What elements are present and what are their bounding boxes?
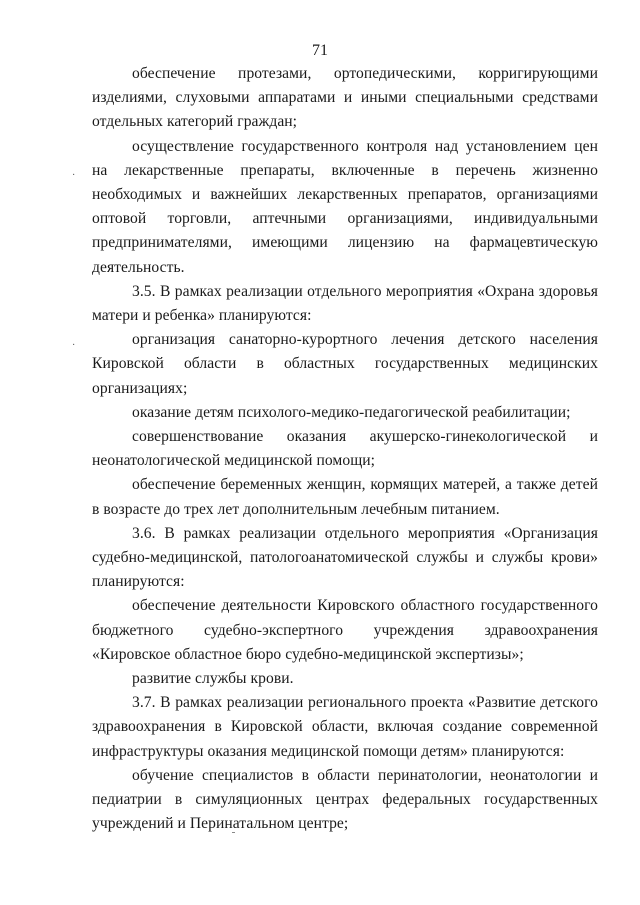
scan-mark-left-top: · — [72, 170, 76, 181]
paragraph-rehabilitation: оказание детям психолого-медико-педагогической реабилитации; — [132, 403, 571, 421]
paragraph-section-3-7: 3.7. В рамках реализации регионального проекта «Развитие детского здравоохранения в Кировской области, включая создание современной инфраструктуры оказания медицинской помощи детям» планируются: — [92, 694, 598, 760]
paragraph-blood-service: развитие службы крови. — [132, 670, 294, 688]
paragraph-prosthetics: обеспечение протезами, ортопедическими, корригирующими изделиями, слуховыми аппаратами и иными специальными средствами отдельных категорий граждан; — [92, 65, 598, 131]
paragraph-section-3-6: 3.6. В рамках реализации отдельного мероприятия «Организация судебно-медицинской, патологоанатомической службы и службы крови» планируются: — [92, 524, 598, 591]
paragraph-forensic-bureau: обеспечение деятельности Кировского областного государственного бюджетного судебно-экспертного учреждения здравоохранения «Кировское областное бюро судебно-медицинской экспертизы»; — [92, 597, 598, 663]
paragraph-sanatorium: организация санаторно-курортного лечения детского населения Кировской области в областных государственных медицинских организациях; — [92, 331, 598, 397]
page-number: 71 — [312, 42, 328, 59]
paragraph-section-3-5: 3.5. В рамках реализации отдельного мероприятия «Охрана здоровья матери и ребенка» планируются: — [92, 282, 598, 325]
paragraph-specialist-training: обучение специалистов в области перинатологии, неонатологии и педиатрии в симуляционных центрах федеральных государственных учреждений и Перинатальном центре; — [92, 766, 598, 833]
paragraph-price-control: осуществление государственного контроля над установлением цен на лекарственные препараты, включенные в перечень жизненно необходимых и важнейших лекарственных препаратов, организациями оптовой торговли, аптечными организациями, индивидуальными предпринимателями, имеющими лицензию на фармацевтическую деятельность. — [92, 137, 598, 276]
scan-artifact-bottom — [232, 832, 235, 833]
paragraph-nutrition: обеспечение беременных женщин, кормящих матерей, а также детей в возрасте до трех лет дополнительным лечебным питанием. — [92, 476, 598, 518]
paragraph-obstetric-care: совершенствование оказания акушерско-гинекологической и неонатологической медицинской помощи; — [92, 428, 598, 470]
document-body — [92, 62, 598, 837]
scan-mark-left-middle: · — [72, 340, 76, 351]
